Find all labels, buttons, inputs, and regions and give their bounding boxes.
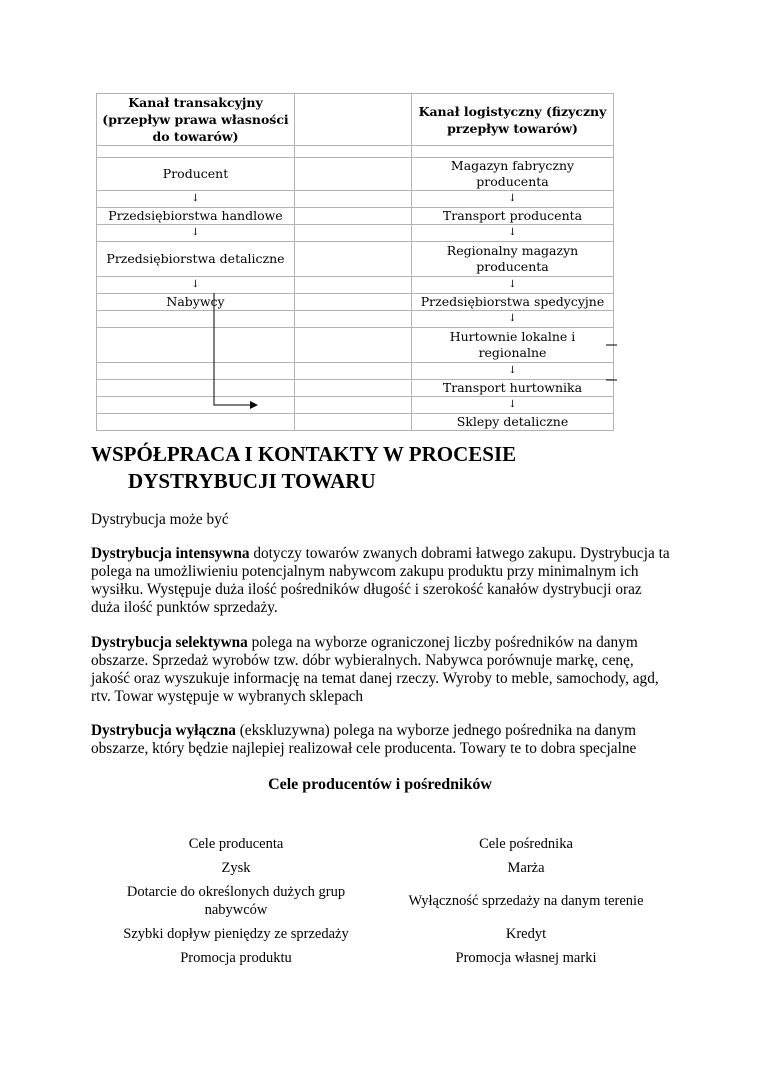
channel-right-item: Regionalny magazyn producenta xyxy=(412,242,614,277)
down-arrow-icon: ↓ xyxy=(412,311,614,328)
heading-line-1: WSPÓŁPRACA I KONTAKTY W PROCESIE xyxy=(91,442,517,466)
heading-line-2: DYSTRYBUCJI TOWARU xyxy=(128,469,376,493)
channel-left-item: Przedsiębiorstwa handlowe xyxy=(97,208,295,225)
intermediary-goal: Wyłączność sprzedaży na danym terenie xyxy=(408,893,644,909)
table-row xyxy=(97,328,614,363)
down-arrow-icon: ↓ xyxy=(412,397,614,414)
table-row xyxy=(97,191,614,208)
table-row xyxy=(97,363,614,380)
intermediary-goal: Kredyt xyxy=(505,926,547,942)
table-row xyxy=(97,414,614,431)
paragraph-text: polega na wyborze ograniczonej liczby pośredników na danym obszarze. Sprzedaż wyrobów tzw. dóbr wybieralnych. Nabywca porównuje markę, cenę, jakość oraz wyszukuje informację na temat danej rzeczy. Wyroby to meble, samochody, agd, rtv. Towar występuje w wybranych sklepach xyxy=(91,634,659,705)
down-arrow-icon: ↓ xyxy=(412,277,614,294)
paragraph-text: (ekskluzywna) polega na wyborze jednego pośrednika na danym obszarze, który będzie najlepiej realizował cele producenta. Towary te to dobra specjalne xyxy=(91,722,637,757)
channel-header-row xyxy=(97,94,614,146)
intermediary-goal: Promocja własnej marki xyxy=(455,950,597,966)
goals-title: Cele producentów i pośredników xyxy=(268,776,492,793)
down-arrow-icon: ↓ xyxy=(412,363,614,380)
table-row xyxy=(97,397,614,414)
channel-right-item: Transport hurtownika xyxy=(412,380,614,397)
section-heading xyxy=(91,441,651,495)
producer-goal: Promocja produktu xyxy=(180,950,292,966)
goals-header-row xyxy=(91,832,671,856)
logistics-channel-header: Kanał logistyczny (fizyczny przepływ towarów) xyxy=(412,94,614,146)
down-arrow-icon: ↓ xyxy=(412,225,614,242)
table-row xyxy=(91,946,671,970)
channel-left-item: Nabywcy xyxy=(97,294,295,311)
table-row xyxy=(97,277,614,294)
producer-goal: Zysk xyxy=(221,860,251,876)
table-row xyxy=(97,242,614,277)
table-row xyxy=(97,146,614,158)
empty-cell xyxy=(295,94,412,146)
channel-right-item: Sklepy detaliczne xyxy=(412,414,614,431)
paragraph-intensive xyxy=(91,545,671,617)
table-row xyxy=(97,225,614,242)
channel-table xyxy=(96,93,614,431)
table-row xyxy=(91,880,671,922)
channel-right-item: Magazyn fabryczny producenta xyxy=(412,158,614,191)
producer-goals-header: Cele producenta xyxy=(188,836,284,852)
paragraph-exclusive xyxy=(91,722,671,758)
channel-right-item: Hurtownie lokalne i regionalne xyxy=(412,328,614,363)
table-row xyxy=(91,856,671,880)
table-row xyxy=(91,922,671,946)
intermediary-goal: Marża xyxy=(507,860,545,876)
channel-left-item: Przedsiębiorstwa detaliczne xyxy=(97,242,295,277)
down-arrow-icon: ↓ xyxy=(97,191,295,208)
table-row xyxy=(97,158,614,191)
table-row xyxy=(97,380,614,397)
producer-goal: Szybki dopływ pieniędzy ze sprzedaży xyxy=(123,926,349,942)
paragraph-selective xyxy=(91,634,671,706)
paragraph-text: dotyczy towarów zwanych dobrami łatwego zakupu. Dystrybucja ta polega na umożliwieniu potencjalnym nabywcom zakupu produktu przy minimalnym ich wysiłku. Występuje duża ilość pośredników długość i szerokość kanałów dystrybucji oraz duża ilość punktów sprzedaży. xyxy=(91,545,670,616)
down-arrow-icon: ↓ xyxy=(97,277,295,294)
producer-goal: Dotarcie do określonych dużych grup nabywców xyxy=(126,884,346,918)
goals-table xyxy=(91,832,671,970)
channel-left-item: Producent xyxy=(97,158,295,191)
table-row xyxy=(97,208,614,225)
term-intensive: Dystrybucja intensywna xyxy=(91,545,250,562)
intro-text: Dystrybucja może być xyxy=(91,511,229,528)
transaction-channel-header: Kanał transakcyjny (przepływ prawa własności do towarów) xyxy=(97,94,295,146)
term-exclusive: Dystrybucja wyłączna xyxy=(91,722,236,739)
down-arrow-icon: ↓ xyxy=(412,191,614,208)
table-row xyxy=(97,294,614,311)
channel-right-item: Transport producenta xyxy=(412,208,614,225)
term-selective: Dystrybucja selektywna xyxy=(91,634,248,651)
channel-right-item: Przedsiębiorstwa spedycyjne xyxy=(412,294,614,311)
intermediary-goals-header: Cele pośrednika xyxy=(479,836,573,852)
table-row xyxy=(97,311,614,328)
down-arrow-icon: ↓ xyxy=(97,225,295,242)
